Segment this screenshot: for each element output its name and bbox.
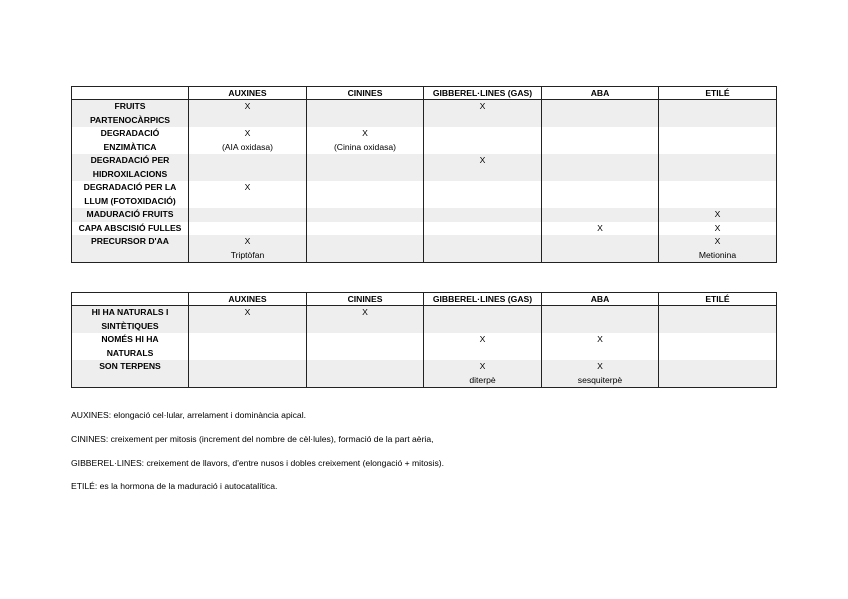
row-label-line: LLUM (FOTOXIDACIÓ) <box>84 195 176 206</box>
cell-mark: X <box>714 222 721 233</box>
row-label-line: PRECURSOR D'AA <box>91 236 169 246</box>
column-header: AUXINES <box>189 293 307 306</box>
table-cell <box>307 208 424 222</box>
hormone-origin-table <box>71 292 777 388</box>
row-label <box>72 222 189 236</box>
note-auxines: AUXINES: elongació cel·lular, arrelament i dominància apical. <box>71 410 307 420</box>
table-cell <box>424 306 542 334</box>
table-cell <box>424 235 542 263</box>
cell-mark: X <box>244 128 251 138</box>
table-cell <box>424 222 542 236</box>
cell-note: Metionina <box>698 249 737 260</box>
table-cell <box>659 181 777 208</box>
row-label-line: MADURACIÓ FRUITS <box>86 209 174 219</box>
cell-mark: X <box>244 236 251 246</box>
row-label-line: DEGRADACIÓ <box>100 128 160 138</box>
row-label-line: DEGRADACIÓ PER LA <box>83 182 177 192</box>
hormone-effects-table <box>71 86 777 263</box>
table-cell <box>659 100 777 128</box>
table-header-row <box>72 87 777 100</box>
table-cell <box>189 222 307 236</box>
column-header: ABA <box>542 293 659 306</box>
table-cell <box>659 333 777 360</box>
table-header-row <box>72 293 777 306</box>
cell-note: Triptòfan <box>230 249 265 260</box>
table-cell <box>424 127 542 154</box>
table2-body <box>72 293 777 388</box>
table-row <box>72 333 777 360</box>
table-cell <box>424 208 542 222</box>
table-cell <box>307 181 424 208</box>
cell-mark: X <box>714 209 721 219</box>
table-cell <box>424 181 542 208</box>
table-cell <box>307 306 424 334</box>
column-header <box>72 293 189 306</box>
table-row <box>72 127 777 154</box>
row-label <box>72 208 189 222</box>
table1-body <box>72 87 777 263</box>
row-label <box>72 306 189 334</box>
table-cell <box>659 360 777 388</box>
table-row <box>72 181 777 208</box>
table-cell <box>659 127 777 154</box>
row-label-line: NATURALS <box>106 347 154 358</box>
table-row <box>72 222 777 236</box>
column-header <box>72 87 189 100</box>
column-header: CININES <box>307 293 424 306</box>
table-cell <box>424 100 542 128</box>
cell-mark: X <box>479 101 486 111</box>
table-row <box>72 154 777 181</box>
note-etile: ETILÉ: es la hormona de la maduració i autocatalítica. <box>71 481 278 491</box>
table-cell <box>307 154 424 181</box>
table-cell <box>307 235 424 263</box>
row-label <box>72 100 189 128</box>
table-cell <box>307 222 424 236</box>
cell-mark: X <box>479 334 486 344</box>
row-label <box>72 127 189 154</box>
table-cell <box>542 235 659 263</box>
table-cell <box>659 306 777 334</box>
table-cell <box>659 222 777 236</box>
column-header: CININES <box>307 87 424 100</box>
row-label-line: PARTENOCÀRPICS <box>89 114 171 125</box>
table-cell <box>424 333 542 360</box>
cell-mark: X <box>362 307 368 317</box>
cell-mark: X <box>244 307 251 317</box>
table-cell <box>542 222 659 236</box>
table-cell <box>424 360 542 388</box>
table-cell <box>189 100 307 128</box>
row-label-line: HIDROXILACIONS <box>92 168 168 179</box>
cell-mark: X <box>244 101 251 111</box>
table-cell <box>189 333 307 360</box>
cell-mark: X <box>597 222 603 233</box>
column-header: ETILÉ <box>659 87 777 100</box>
table-row <box>72 360 777 388</box>
table-cell <box>424 154 542 181</box>
cell-note: diterpè <box>469 374 496 385</box>
cell-mark: X <box>479 361 486 371</box>
table-cell <box>542 154 659 181</box>
table-cell <box>189 306 307 334</box>
table-cell <box>307 127 424 154</box>
cell-mark: X <box>362 128 368 138</box>
cell-mark: X <box>597 361 603 371</box>
cell-mark: X <box>244 182 251 192</box>
row-label-line: NOMÉS HI HA <box>101 334 159 344</box>
table-cell <box>189 208 307 222</box>
row-label <box>72 235 189 263</box>
column-header: AUXINES <box>189 87 307 100</box>
table-cell <box>307 100 424 128</box>
row-label-line: DEGRADACIÓ PER <box>90 155 170 165</box>
table-row <box>72 306 777 334</box>
row-label-line: CAPA ABSCISIÓ FULLES <box>78 222 182 233</box>
cell-mark: X <box>597 334 603 344</box>
cell-mark: X <box>714 236 721 246</box>
row-label <box>72 333 189 360</box>
row-label-line: SON TERPENS <box>99 361 161 371</box>
table-cell <box>189 181 307 208</box>
table-cell <box>189 235 307 263</box>
row-label-line: ENZIMÀTICA <box>103 141 157 152</box>
table-cell <box>659 154 777 181</box>
table-cell <box>189 360 307 388</box>
table-row <box>72 208 777 222</box>
cell-mark: X <box>479 155 486 165</box>
column-header: ETILÉ <box>659 293 777 306</box>
row-label-line: FRUITS <box>114 101 146 111</box>
row-label <box>72 360 189 388</box>
table-cell <box>659 208 777 222</box>
cell-note: (Cinina oxidasa) <box>333 141 397 152</box>
table-cell <box>542 208 659 222</box>
note-gibberellines: GIBBEREL·LINES: creixement de llavors, d'entre nusos i dobles creixement (elongació + mitosis). <box>71 458 445 468</box>
row-label <box>72 181 189 208</box>
table-cell <box>542 181 659 208</box>
row-label-line: SINTÈTIQUES <box>101 320 159 331</box>
note-cinines: CININES: creixement per mitosis (increment del nombre de cèl·lules), formació de la part aèria, <box>71 434 434 444</box>
cell-note: sesquiterpè <box>577 374 623 385</box>
column-header: ABA <box>542 87 659 100</box>
row-label <box>72 154 189 181</box>
table-cell <box>542 360 659 388</box>
table-row <box>72 235 777 263</box>
table-cell <box>189 127 307 154</box>
table-cell <box>659 235 777 263</box>
table-cell <box>542 100 659 128</box>
table-cell <box>307 333 424 360</box>
row-label-line: HI HA NATURALS I <box>91 307 169 317</box>
table-cell <box>542 333 659 360</box>
table-cell <box>542 127 659 154</box>
table-cell <box>307 360 424 388</box>
column-header: GIBBEREL·LINES (GAS) <box>424 87 542 100</box>
column-header: GIBBEREL·LINES (GAS) <box>424 293 542 306</box>
table-row <box>72 100 777 128</box>
table-cell <box>189 154 307 181</box>
cell-note: (AIA oxidasa) <box>221 141 274 152</box>
table-cell <box>542 306 659 334</box>
